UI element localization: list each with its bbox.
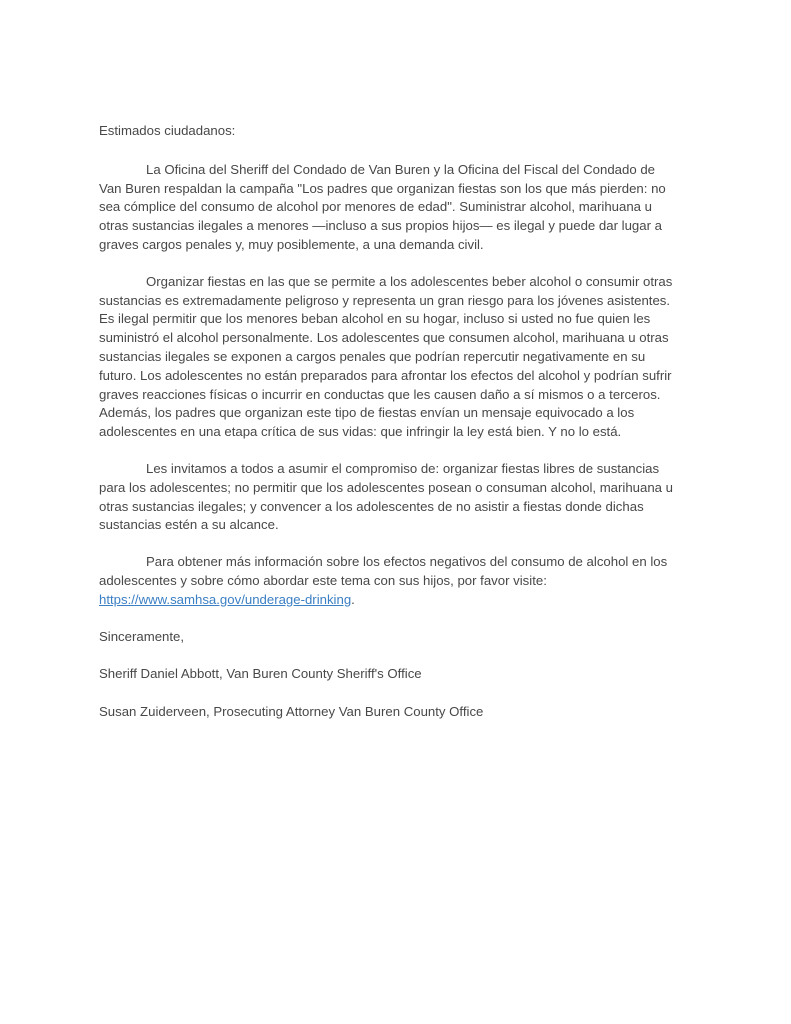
signatory-sheriff: Sheriff Daniel Abbott, Van Buren County Sheriff's Office	[99, 666, 422, 682]
letter-body	[99, 122, 679, 741]
paragraph-commitment: Les invitamos a todos a asumir el compromiso de: organizar fiestas libres de sustancias para los adolescentes; no permitir que los adolescentes posean o consuman alcohol, marihuana u otras sustancias ilegales; y convencer a los adolescentes de no asistir a fiestas donde dichas sustancias estén a su alcance.	[99, 460, 674, 533]
salutation: Estimados ciudadanos:	[99, 123, 236, 138]
more-info-period: .	[351, 591, 355, 607]
paragraph-risks: Organizar fiestas en las que se permite a los adolescentes beber alcohol o consumir otras sustancias es extremadamente peligroso y representa un gran riesgo para los jóvenes asistentes. Es ilegal permitir que los menores beban alcohol en su hogar, incluso si usted no fue quien les suministró el alcohol personalmente. Los adolescentes que consumen alcohol, marihuana u otras sustancias ilegales se exponen a cargos penales que podrían repercutir negativamente en su futuro. Los adolescentes no están preparados para afrontar los efectos del alcohol y podrían sufrir graves reacciones físicas o incurrir en conductas que les causen daño a sí mismos o a terceros. Además, los padres que organizan este tipo de fiestas envían un mensaje equivocado a los adolescentes en una etapa crítica de sus vidas: que infringir la ley está bien. Y no lo está.	[99, 273, 673, 440]
closing: Sinceramente,	[99, 628, 185, 644]
samhsa-link[interactable]: https://www.samhsa.gov/underage-drinking	[99, 591, 352, 607]
paragraph-more-info	[99, 553, 679, 609]
more-info-text: Para obtener más información sobre los efectos negativos del consumo de alcohol en los adolescentes y sobre cómo abordar este tema con sus hijos, por favor visite:	[99, 554, 668, 588]
paragraph-campaign: La Oficina del Sheriff del Condado de Van Buren y la Oficina del Fiscal del Condado de Van Buren respaldan la campaña "Los padres que organizan fiestas son los que más pierden: no sea cómplice del consumo de alcohol por menores de edad". Suministrar alcohol, marihuana u otras sustancias ilegales a menores —incluso a sus propios hijos— es ilegal y puede dar lugar a graves cargos penales y, muy posiblemente, a una demanda civil.	[99, 161, 666, 252]
signatory-prosecutor: Susan Zuiderveen, Prosecuting Attorney Van Buren County Office	[99, 704, 484, 720]
